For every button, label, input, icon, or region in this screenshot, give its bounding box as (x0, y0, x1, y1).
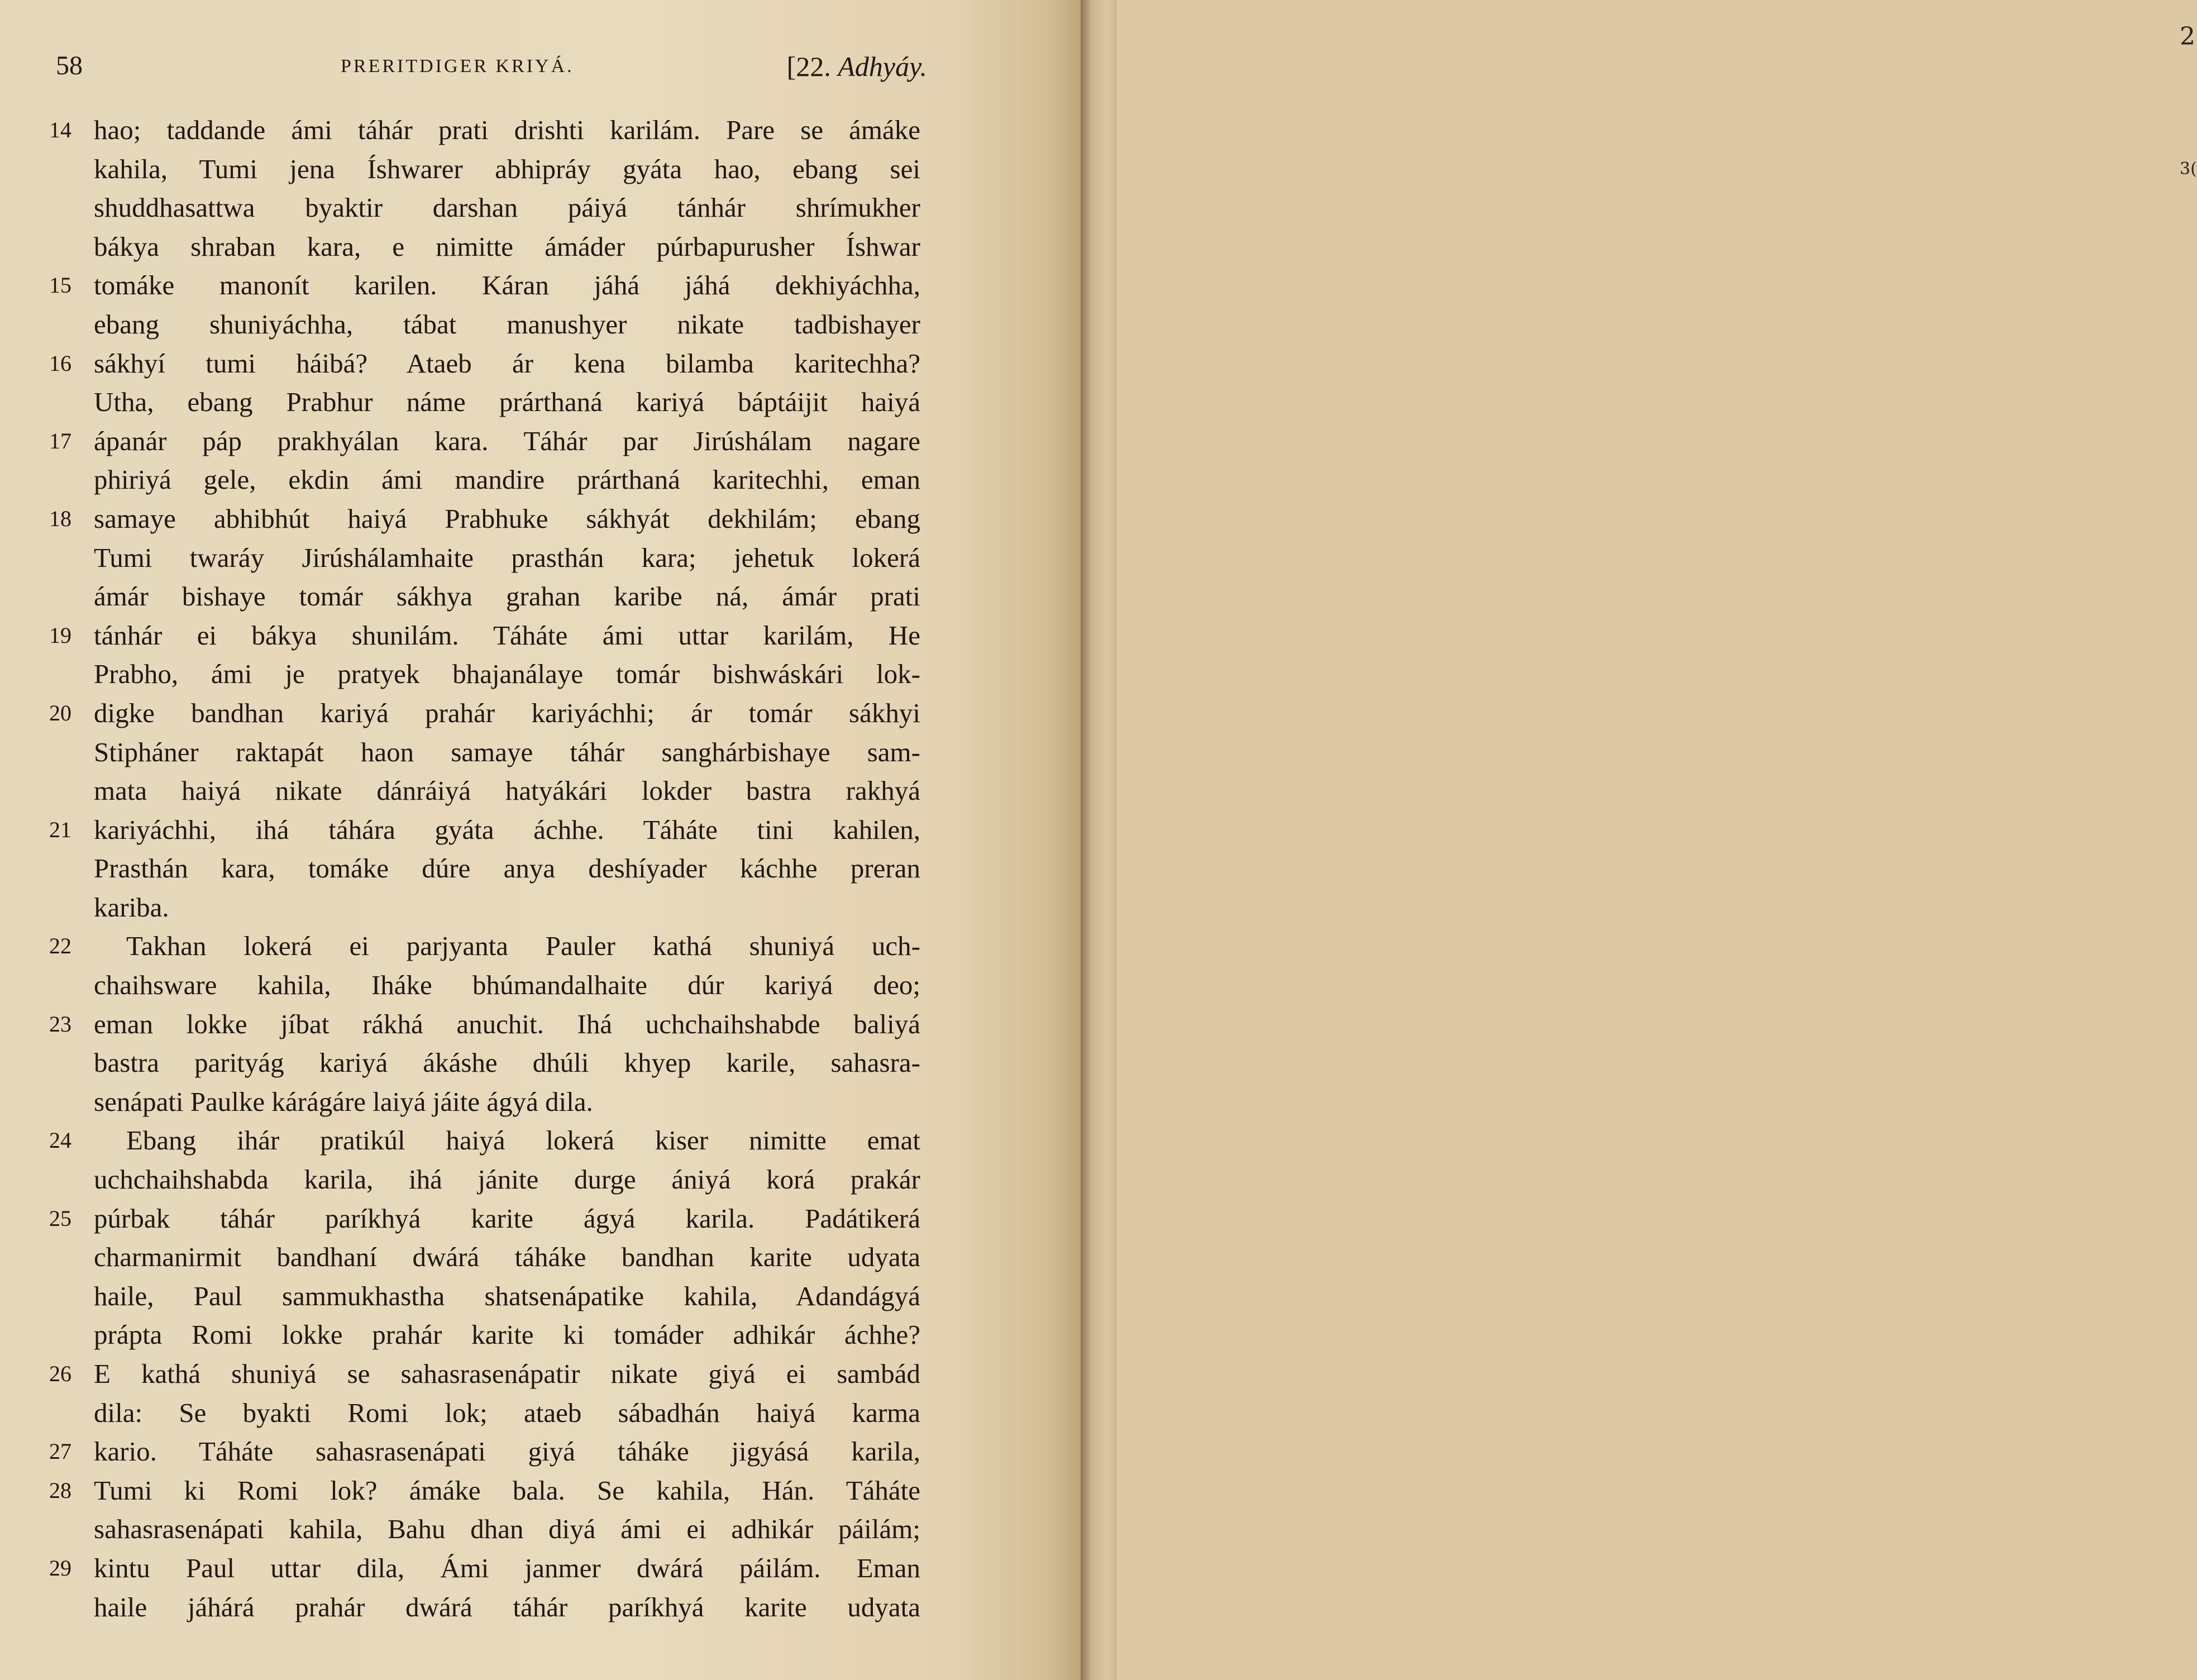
line-text: kintu Paul uttar dila, Ámi janmer dwárá páilám. Eman (94, 1552, 920, 1583)
line-text: senápati Paulke kárágáre laiyá jáite ágyá dila. (94, 1086, 593, 1117)
line-text: charmanirmit bandhaní dwárá táháke bandhan karite udyata (94, 1242, 920, 1273)
line-text: púrbak táhár paríkhyá karite ágyá karila. Padátikerá (94, 1202, 920, 1234)
line-text: chaihsware kahila, Iháke bhúmandalhaite dúr kariyá deo; (94, 970, 920, 1001)
text-line (0, 655, 1081, 694)
text-line (0, 733, 1081, 772)
text-line (0, 499, 1081, 538)
text-line (0, 383, 1081, 422)
text-line (0, 966, 1081, 1005)
facing-page-mark-second: 3( (2180, 159, 2197, 179)
text-line (0, 305, 1081, 344)
line-text: kariyáchhi, ihá táhára gyáta áchhe. Táháte tini kahilen, (94, 814, 920, 845)
line-text: haile jáhárá prahár dwárá táhár paríkhyá karite udyata (94, 1591, 920, 1622)
page-number: 58 (56, 51, 83, 80)
text-line (0, 1160, 1081, 1199)
text-line (0, 616, 1081, 655)
line-text: hao; taddande ámi táhár prati drishti karilám. Pare se ámáke (94, 114, 920, 145)
line-text: Tumi twaráy Jirúshálamhaite prasthán kara; jehetuk lokerá (94, 542, 920, 573)
facing-page-edge (1081, 0, 2197, 1680)
line-text: samaye abhibhút haiyá Prabhuke sákhyát dekhilám; ebang (94, 503, 920, 534)
line-text: Takhan lokerá ei parjyanta Pauler kathá shuniyá uch- (126, 930, 920, 962)
line-text: Tumi ki Romi lok? ámáke bala. Se kahila, Hán. Táháte (94, 1474, 920, 1506)
verse-number: 24 (49, 1128, 71, 1153)
text-line (0, 188, 1081, 227)
line-text: bastra parityág kariyá ákáshe dhúli khyep karile, sahasra- (94, 1047, 920, 1078)
line-text: dila: Se byakti Romi lok; ataeb sábadhán haiyá karma (94, 1397, 920, 1428)
chapter-name: Adhyáy. (838, 51, 927, 82)
text-line (0, 1510, 1081, 1549)
text-line (0, 577, 1081, 616)
line-text: shuddhasattwa byaktir darshan páiyá tánhár shrímukher (94, 192, 920, 223)
line-text: ámár bishaye tomár sákhya grahan karibe ná, ámár prati (94, 581, 920, 612)
line-text: eman lokke jíbat rákhá anuchit. Ihá uchchaihshabde baliyá (94, 1008, 920, 1039)
line-text: phiriyá gele, ekdin ámi mandire prárthaná karitechhi, eman (94, 464, 920, 495)
verse-number: 27 (49, 1439, 71, 1464)
line-text: Ebang ihár pratikúl haiyá lokerá kiser nimitte emat (126, 1125, 920, 1156)
text-line (0, 1199, 1081, 1238)
text-line (0, 344, 1081, 383)
chapter-label (787, 50, 927, 83)
verse-number: 21 (49, 817, 71, 842)
text-line (0, 810, 1081, 849)
line-text: haile, Paul sammukhastha shatsenápatike kahila, Adandágyá (94, 1280, 920, 1311)
text-line (0, 1471, 1081, 1510)
line-text: sákhyí tumi háibá? Ataeb ár kena bilamba karitechha? (94, 347, 920, 379)
verse-number: 23 (49, 1011, 71, 1037)
line-text: ebang shuniyáchha, tábat manushyer nikate tadbishayer (94, 308, 920, 340)
verse-number: 29 (49, 1555, 71, 1581)
line-text: tomáke manonít karilen. Káran jáhá jáhá dekhiyáchha, (94, 270, 920, 301)
text-line (0, 849, 1081, 888)
text-line (0, 694, 1081, 733)
line-text: ápanár páp prakhyálan kara. Táhár par Jirúshálam nagare (94, 425, 920, 456)
page-header (56, 50, 927, 89)
verse-number: 15 (49, 273, 71, 298)
verse-number: 16 (49, 350, 71, 376)
line-text: Utha, ebang Prabhur náme prárthaná kariyá báptáijit haiyá (94, 386, 920, 418)
line-text: sahasrasenápati kahila, Bahu dhan diyá ámi ei adhikár páilám; (94, 1514, 920, 1545)
text-line (0, 1005, 1081, 1044)
chapter-prefix: [22. (786, 51, 838, 82)
line-text: kariba. (94, 891, 169, 923)
text-line (0, 1315, 1081, 1354)
verse-number: 17 (49, 428, 71, 454)
text-line (0, 1043, 1081, 1082)
text-line (0, 1432, 1081, 1471)
line-text: mata haiyá nikate dánráiyá hatyákári lokder bastra rakhyá (94, 775, 920, 806)
text-line (0, 1082, 1081, 1121)
body-text (0, 111, 1081, 1626)
text-line (0, 111, 1081, 150)
text-line (0, 771, 1081, 810)
text-line (0, 927, 1081, 966)
text-line (0, 227, 1081, 266)
line-text: kahila, Tumi jena Íshwarer abhipráy gyáta hao, ebang sei (94, 153, 920, 184)
line-text: kario. Táháte sahasrasenápati giyá táháke jigyásá karila, (94, 1436, 920, 1467)
line-text: Stipháner raktapát haon samaye táhár sanghárbishaye sam- (94, 736, 920, 767)
text-line (0, 150, 1081, 189)
text-line (0, 266, 1081, 305)
line-text: prápta Romi lokke prahár karite ki tomáder adhikár áchhe? (94, 1319, 920, 1350)
verse-number: 28 (49, 1477, 71, 1503)
verse-number: 14 (49, 117, 71, 142)
book-page (0, 0, 1081, 1680)
text-line (0, 1588, 1081, 1627)
line-text: Prabho, ámi je pratyek bhajanálaye tomár bishwáskári lok- (94, 658, 920, 690)
line-text: digke bandhan kariyá prahár kariyáchhi; ár tomár sákhyi (94, 697, 920, 728)
line-text: Prasthán kara, tomáke dúre anya deshíyader káchhe preran (94, 853, 920, 884)
line-text: bákya shraban kara, e nimitte ámáder púrbapurusher Íshwar (94, 231, 920, 262)
facing-page-mark-top: 2 (2180, 22, 2195, 51)
text-line (0, 888, 1081, 927)
verse-number: 26 (49, 1361, 71, 1386)
text-line (0, 422, 1081, 461)
running-title: PRERITDIGER KRIYÁ. (341, 56, 574, 77)
verse-number: 20 (49, 700, 71, 726)
verse-number: 19 (49, 622, 71, 648)
line-text: uchchaihshabda karila, ihá jánite durge ániyá korá prakár (94, 1164, 920, 1195)
verse-number: 22 (49, 933, 71, 959)
text-line (0, 1238, 1081, 1277)
line-text: E kathá shuniyá se sahasrasenápatir nikate giyá ei sambád (94, 1358, 920, 1389)
text-line (0, 538, 1081, 578)
text-line (0, 1393, 1081, 1433)
verse-number: 25 (49, 1205, 71, 1231)
text-line (0, 1121, 1081, 1160)
text-line (0, 460, 1081, 499)
text-line (0, 1354, 1081, 1393)
line-text: tánhár ei bákya shunilám. Táháte ámi uttar karilám, He (94, 619, 920, 651)
verse-number: 18 (49, 505, 71, 531)
text-line (0, 1277, 1081, 1316)
text-line (0, 1549, 1081, 1588)
